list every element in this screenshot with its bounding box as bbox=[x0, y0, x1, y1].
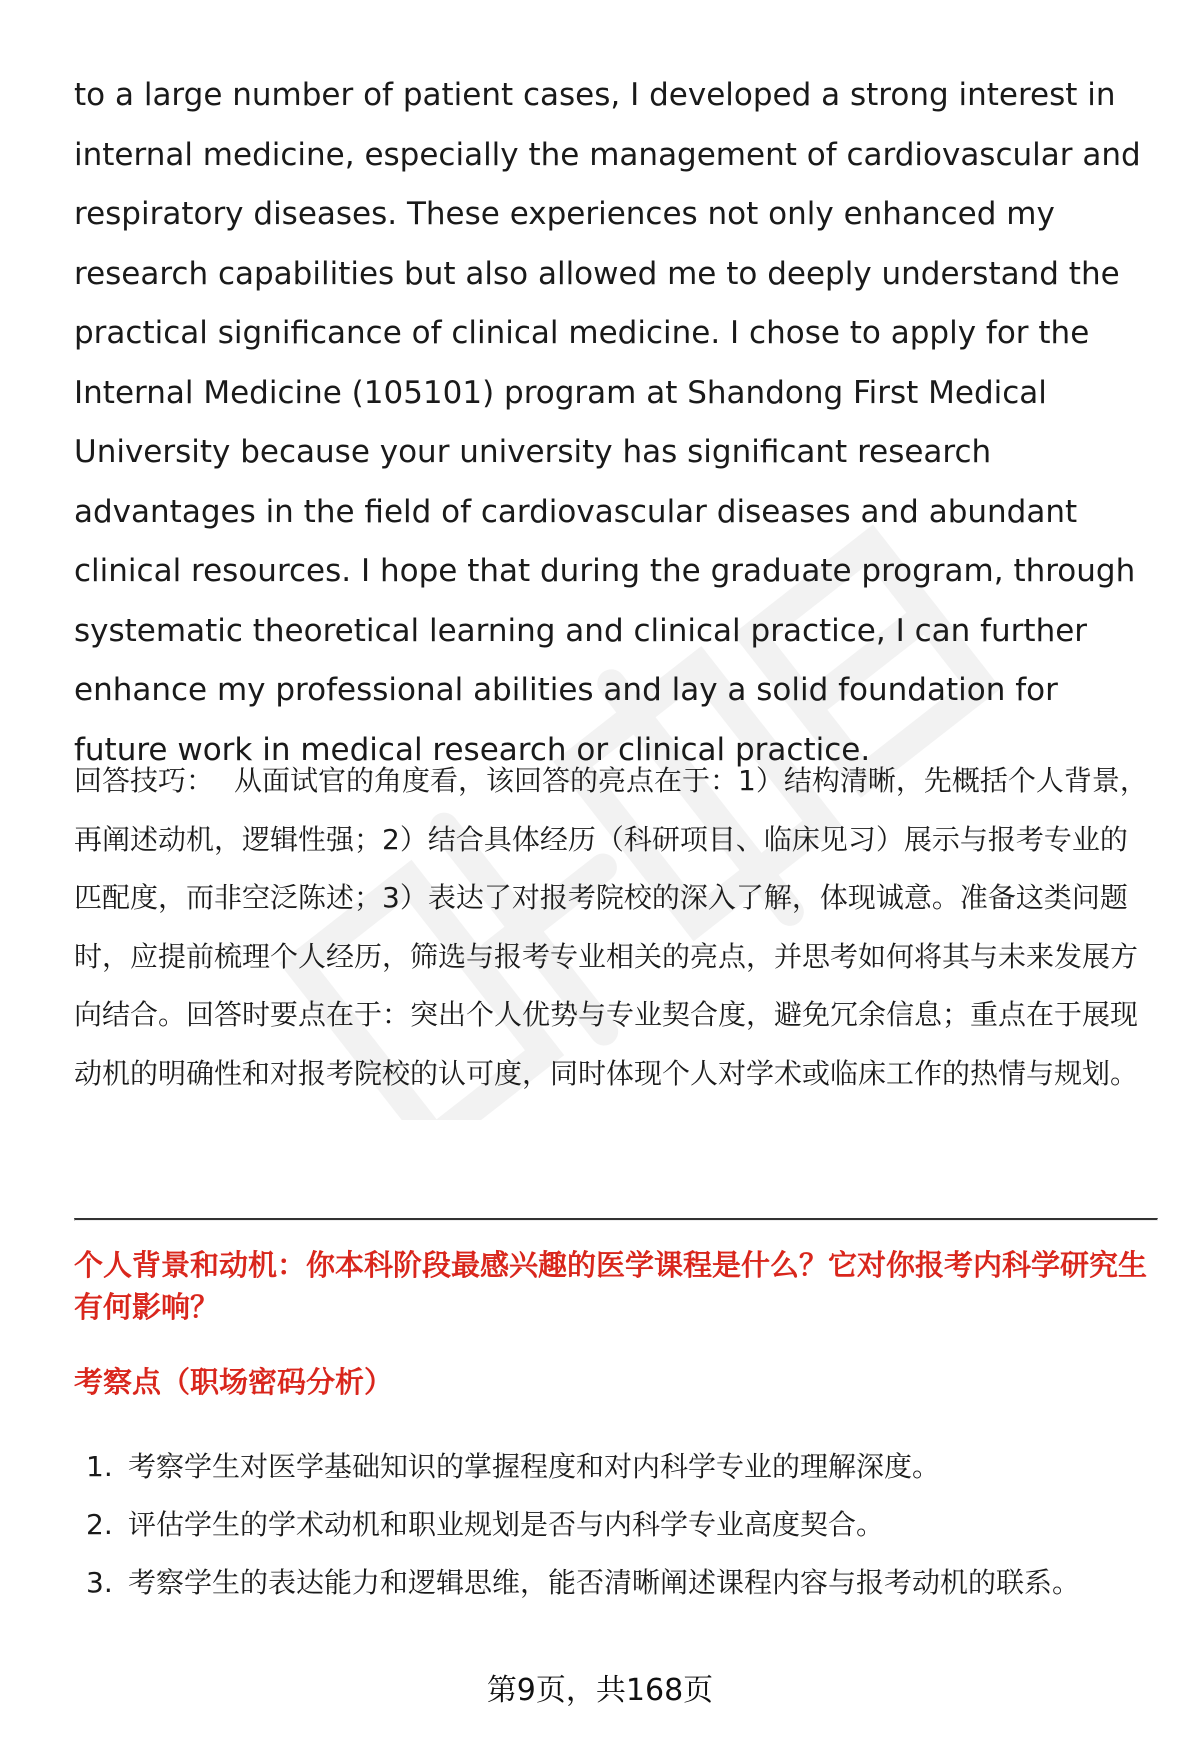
section-divider bbox=[74, 1218, 1158, 1221]
list-item-number: 2. bbox=[86, 1508, 113, 1541]
answer-tip bbox=[74, 752, 1154, 1103]
list-item bbox=[74, 1496, 1156, 1554]
list-item-text: 考察学生的表达能力和逻辑思维，能否清晰阐述课程内容与报考动机的联系。 bbox=[128, 1566, 1081, 1599]
list-item bbox=[74, 1438, 1156, 1496]
question-heading: 个人背景和动机：你本科阶段最感兴趣的医学课程是什么？它对你报考内科学研究生有何影响？ bbox=[74, 1248, 1148, 1324]
list-item-text: 评估学生的学术动机和职业规划是否与内科学专业高度契合。 bbox=[128, 1508, 885, 1541]
list-item-text: 考察学生对医学基础知识的掌握程度和对内科学专业的理解深度。 bbox=[128, 1450, 941, 1483]
answer-paragraph: to a large number of patient cases, I developed a strong interest in internal medicine, especially the management of cardiovascular and respiratory diseases. These experiences not only enhanced my research capabilities but also allowed me to deeply understand the practical significance of clinical medicine. I chose to apply for the Internal Medicine (105101) program at Shandong First Medical University because your university has significant research advantages in the field of cardiovascular diseases and abundant clinical resources. I hope that during the graduate program, through systematic theoretical learning and clinical practice, I can further enhance my professional abilities and lay a solid foundation for future work in medical research or clinical practice. bbox=[74, 77, 1141, 768]
tip-text: 从面试官的角度看，该回答的亮点在于：1）结构清晰，先概括个人背景，再阐述动机，逻辑性强；2）结合具体经历（科研项目、临床见习）展示与报考专业的匹配度，而非空泛陈述；3）表达了对报考院校的深入了解，体现诚意。准备这类问题时，应提前梳理个人经历，筛选与报考专业相关的亮点，并思考如何将其与未来发展方向结合。回答时要点在于：突出个人优势与专业契合度，避免冗余信息；重点在于展现动机的明确性和对报考院校的认可度，同时体现个人对学术或临床工作的热情与规划。 bbox=[74, 764, 1148, 1090]
page-number: 第9页，共168页 bbox=[486, 1673, 714, 1708]
list-item bbox=[74, 1554, 1156, 1612]
tip-label: 回答技巧： bbox=[74, 764, 215, 797]
assessment-points-list bbox=[74, 1438, 1156, 1612]
list-item-number: 3. bbox=[86, 1566, 113, 1599]
list-item-number: 1. bbox=[86, 1450, 113, 1483]
assessment-points-heading: 考察点（职场密码分析） bbox=[74, 1365, 394, 1399]
